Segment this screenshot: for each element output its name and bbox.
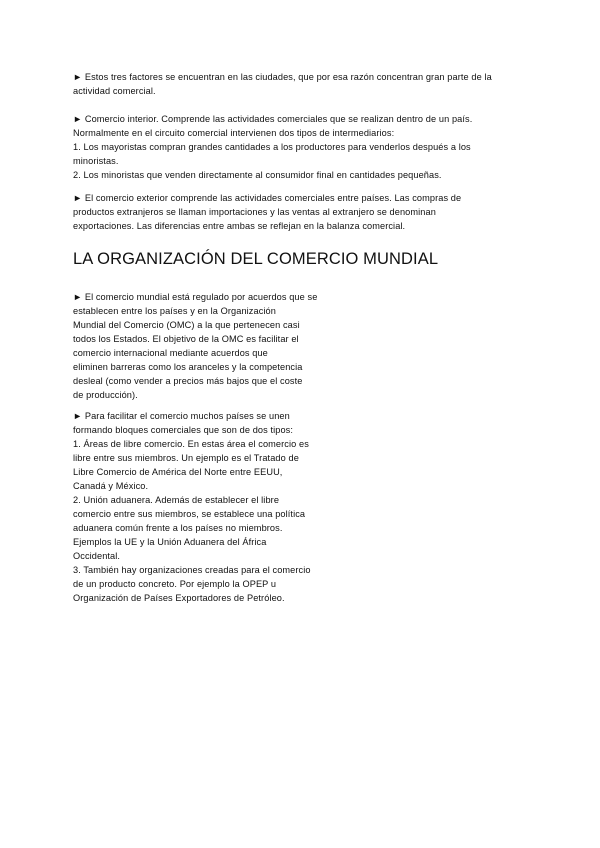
text-line: Normalmente en el circuito comercial intervienen dos tipos de intermediarios: xyxy=(73,128,395,138)
paragraph-world-commerce xyxy=(73,290,343,402)
text-line: aduanera común frente a los países no miembros. xyxy=(73,523,283,533)
text-line: establecen entre los países y en la Organización xyxy=(73,306,276,316)
text-line: ► Estos tres factores se encuentran en las ciudades, que por esa razón concentran gran parte de la xyxy=(73,72,492,82)
text-line: Mundial del Comercio (OMC) a la que pertenecen casi xyxy=(73,320,300,330)
text-line: ► Para facilitar el comercio muchos países se unen xyxy=(73,411,290,421)
text-line: productos extranjeros se llaman importaciones y las ventas al extranjero se denominan xyxy=(73,207,436,217)
text-line: eliminen barreras como los aranceles y la competencia xyxy=(73,362,303,372)
text-line: exportaciones. Las diferencias entre ambas se reflejan en la balanza comercial. xyxy=(73,221,406,231)
text-line: actividad comercial. xyxy=(73,86,156,96)
text-line: 1. Los mayoristas compran grandes cantidades a los productores para venderlos después a los xyxy=(73,142,471,152)
paragraph-trade-blocs xyxy=(73,409,343,605)
text-line: 1. Áreas de libre comercio. En estas área el comercio es xyxy=(73,439,309,449)
text-line: libre entre sus miembros. Un ejemplo es el Tratado de xyxy=(73,453,299,463)
text-line: desleal (como vender a precios más bajos que el coste xyxy=(73,376,303,386)
text-line: comercio entre sus miembros, se establece una política xyxy=(73,509,306,519)
text-line: 2. Unión aduanera. Además de establecer el libre xyxy=(73,495,280,505)
text-line: todos los Estados. El objetivo de la OMC es facilitar el xyxy=(73,334,299,344)
text-line: Organización de Países Exportadores de Petróleo. xyxy=(73,593,285,603)
text-line: Libre Comercio de América del Norte entre EEUU, xyxy=(73,467,283,477)
text-line: formando bloques comerciales que son de dos tipos: xyxy=(73,425,294,435)
text-line: ► El comercio exterior comprende las actividades comerciales entre países. Las compras de xyxy=(73,193,462,203)
text-line: ► Comercio interior. Comprende las actividades comerciales que se realizan dentro de un país. xyxy=(73,114,473,124)
text-line: Canadá y México. xyxy=(73,481,149,491)
text-line: Ejemplos la UE y la Unión Aduanera del África xyxy=(73,537,267,547)
text-line: comercio internacional mediante acuerdos que xyxy=(73,348,268,358)
text-line: 2. Los minoristas que venden directamente al consumidor final en cantidades pequeñas. xyxy=(73,170,442,180)
section-heading: LA ORGANIZACIÓN DEL COMERCIO MUNDIAL xyxy=(73,250,439,268)
paragraph-cities-commerce xyxy=(73,70,543,98)
text-line: de producción). xyxy=(73,390,138,400)
text-line: minoristas. xyxy=(73,156,119,166)
paragraph-external-commerce xyxy=(73,191,543,233)
text-line: Occidental. xyxy=(73,551,121,561)
text-line: de un producto concreto. Por ejemplo la OPEP u xyxy=(73,579,277,589)
text-line: 3. También hay organizaciones creadas para el comercio xyxy=(73,565,311,575)
text-line: ► El comercio mundial está regulado por acuerdos que se xyxy=(73,292,318,302)
paragraph-internal-commerce xyxy=(73,112,543,182)
